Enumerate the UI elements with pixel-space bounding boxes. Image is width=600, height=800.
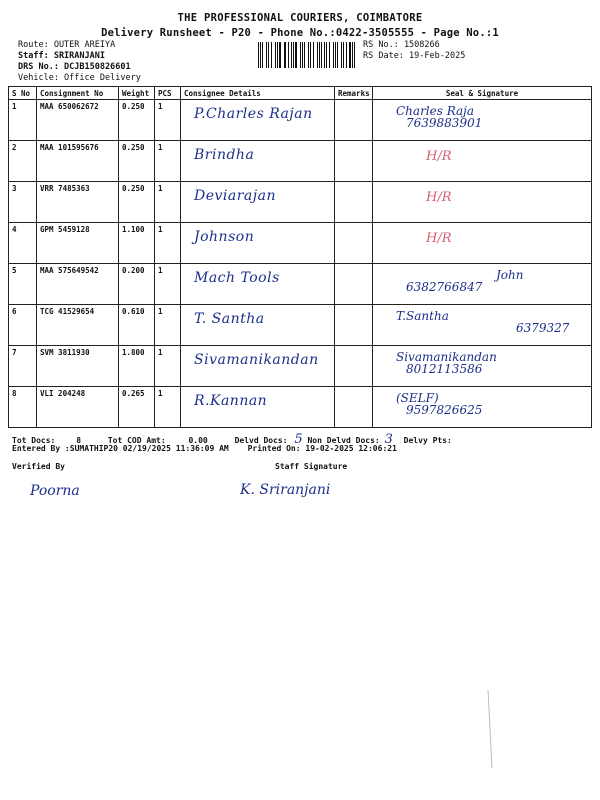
consignee-handwritten: Sivamanikandan xyxy=(194,352,319,368)
barcode-bar xyxy=(337,42,338,68)
staff-signature: K. Sriranjani xyxy=(240,482,331,498)
barcode-bar xyxy=(310,42,311,68)
consignment-cell: TCG 41529654 xyxy=(37,305,119,346)
sno-cell: 3 xyxy=(9,182,37,223)
non-delvd-label: Non Delvd Docs: xyxy=(307,436,380,445)
barcode-bar xyxy=(279,42,280,68)
consignment-cell: MAA 101595676 xyxy=(37,141,119,182)
table-header-row xyxy=(9,87,592,100)
signature-handwritten: John xyxy=(496,268,524,282)
stray-mark xyxy=(480,690,500,770)
sno-cell: 8 xyxy=(9,387,37,428)
barcode-bar xyxy=(275,42,276,68)
remarks-cell xyxy=(335,305,373,346)
consignee-cell xyxy=(181,100,335,141)
remarks-cell xyxy=(335,141,373,182)
meta-right xyxy=(363,40,465,62)
consignment-cell: MAA 575649542 xyxy=(37,264,119,305)
weight-cell: 0.610 xyxy=(119,305,155,346)
barcode-image xyxy=(258,42,358,68)
sno-cell: 4 xyxy=(9,223,37,264)
col-weight: Weight xyxy=(119,87,155,100)
consignment-cell: SVM 3811930 xyxy=(37,346,119,387)
entered-by: Entered By :SUMATHIP20 02/19/2025 11:36:09 AM xyxy=(12,444,229,453)
rs-no-text: RS No.: 1508266 xyxy=(363,40,440,50)
seal-signature-cell xyxy=(373,305,592,346)
consignee-cell xyxy=(181,346,335,387)
meta-left xyxy=(18,40,141,84)
consignee-handwritten: R.Kannan xyxy=(194,393,268,409)
remarks-cell xyxy=(335,100,373,141)
barcode-bar xyxy=(349,42,350,68)
tot-cod-value: 0.00 xyxy=(188,436,208,445)
signature-handwritten: Sivamanikandan xyxy=(396,350,497,364)
consignee-handwritten: P.Charles Rajan xyxy=(194,106,313,122)
table-row xyxy=(9,305,592,346)
consignment-cell: VLI 204248 xyxy=(37,387,119,428)
staff-text: Staff: SRIRANJANI xyxy=(18,51,105,61)
consignee-cell xyxy=(181,264,335,305)
consignment-cell: VRR 7485363 xyxy=(37,182,119,223)
phone-handwritten: 8012113586 xyxy=(406,362,483,376)
non-delvd-value: 3 xyxy=(384,432,393,447)
signature-handwritten: T.Santha xyxy=(396,309,449,323)
seal-signature-cell xyxy=(373,100,592,141)
vehicle-text: Vehicle: Office Delivery xyxy=(18,73,141,83)
barcode-bar xyxy=(329,42,330,68)
col-consignee: Consignee Details xyxy=(181,87,335,100)
entered-line xyxy=(12,444,397,453)
hr-mark: H/R xyxy=(426,231,452,246)
barcode-bar xyxy=(317,42,318,68)
phone-handwritten: 6382766847 xyxy=(406,280,483,294)
pcs-cell: 1 xyxy=(155,141,181,182)
tot-cod-label: Tot COD Amt: xyxy=(107,436,166,445)
table-row xyxy=(9,346,592,387)
barcode-bar xyxy=(354,42,355,68)
seal-signature-cell xyxy=(373,264,592,305)
tot-docs-value: 8 xyxy=(76,436,82,445)
barcode-bar xyxy=(288,42,289,68)
remarks-cell xyxy=(335,264,373,305)
route-text: Route: OUTER AREIYA xyxy=(18,40,116,50)
table-row xyxy=(9,387,592,428)
company-title: THE PROFESSIONAL COURIERS, COIMBATORE xyxy=(177,12,423,24)
col-consignment: Consignment No xyxy=(37,87,119,100)
consignee-cell xyxy=(181,223,335,264)
verified-signature: Poorna xyxy=(30,483,80,499)
col-sno: S No xyxy=(9,87,37,100)
delvd-value: 5 xyxy=(294,432,303,447)
hr-mark: H/R xyxy=(426,190,452,205)
consignee-cell xyxy=(181,141,335,182)
weight-cell: 0.250 xyxy=(119,182,155,223)
barcode-bar xyxy=(341,42,342,68)
tot-docs-label: Tot Docs: xyxy=(12,436,56,445)
pcs-cell: 1 xyxy=(155,264,181,305)
runsheet-subtitle: Delivery Runsheet - P20 - Phone No.:0422-3505555 - Page No.:1 xyxy=(101,27,499,39)
table-row xyxy=(9,182,592,223)
seal-signature-cell xyxy=(373,223,592,264)
table-row xyxy=(9,264,592,305)
weight-cell: 1.800 xyxy=(119,346,155,387)
weight-cell: 0.200 xyxy=(119,264,155,305)
pcs-cell: 1 xyxy=(155,100,181,141)
table-row xyxy=(9,223,592,264)
seal-signature-cell xyxy=(373,182,592,223)
phone-handwritten: 7639883901 xyxy=(406,116,483,130)
rs-date-text: RS Date: 19-Feb-2025 xyxy=(363,51,466,61)
weight-cell: 1.100 xyxy=(119,223,155,264)
pcs-cell: 1 xyxy=(155,223,181,264)
signature-handwritten: Charles Raja xyxy=(396,104,475,118)
seal-signature-cell xyxy=(373,141,592,182)
col-remarks: Remarks xyxy=(335,87,373,100)
weight-cell: 0.265 xyxy=(119,387,155,428)
col-seal-signature: Seal & Signature xyxy=(373,87,592,100)
delvy-pts-label: Delvy Pts: xyxy=(403,436,452,445)
consignee-handwritten: Mach Tools xyxy=(194,270,280,286)
barcode-bar xyxy=(258,42,259,68)
pcs-cell: 1 xyxy=(155,182,181,223)
barcode-bar xyxy=(271,42,272,68)
remarks-cell xyxy=(335,182,373,223)
phone-handwritten: 6379327 xyxy=(516,321,570,335)
barcode-bar xyxy=(324,42,325,68)
barcode-bar xyxy=(266,42,267,68)
consignee-cell xyxy=(181,182,335,223)
pcs-cell: 1 xyxy=(155,346,181,387)
consignment-cell: GPM 5459128 xyxy=(37,223,119,264)
remarks-cell xyxy=(335,346,373,387)
sno-cell: 7 xyxy=(9,346,37,387)
hr-mark: H/R xyxy=(426,149,452,164)
weight-cell: 0.250 xyxy=(119,100,155,141)
consignee-cell xyxy=(181,305,335,346)
sno-cell: 1 xyxy=(9,100,37,141)
seal-signature-cell xyxy=(373,387,592,428)
table-row xyxy=(9,100,592,141)
consignee-handwritten: Johnson xyxy=(194,229,255,245)
consignee-handwritten: T. Santha xyxy=(194,311,265,327)
remarks-cell xyxy=(335,387,373,428)
drs-text: DRS No.: DCJB150826601 xyxy=(18,62,131,72)
runsheet-table xyxy=(8,86,592,428)
consignment-cell: MAA 650062672 xyxy=(37,100,119,141)
table-row xyxy=(9,141,592,182)
phone-handwritten: 9597826625 xyxy=(406,403,483,417)
barcode-bar xyxy=(308,42,309,68)
pcs-cell: 1 xyxy=(155,305,181,346)
col-pcs: PCS xyxy=(155,87,181,100)
pcs-cell: 1 xyxy=(155,387,181,428)
printed-on: Printed On: 19-02-2025 12:06:21 xyxy=(247,444,397,453)
weight-cell: 0.250 xyxy=(119,141,155,182)
consignee-handwritten: Deviarajan xyxy=(194,188,276,204)
staff-signature-label: Staff Signature xyxy=(275,462,348,471)
delvd-label: Delvd Docs: xyxy=(234,436,288,445)
remarks-cell xyxy=(335,223,373,264)
sno-cell: 6 xyxy=(9,305,37,346)
sno-cell: 2 xyxy=(9,141,37,182)
verified-by-label: Verified By xyxy=(12,462,65,471)
sno-cell: 5 xyxy=(9,264,37,305)
consignee-handwritten: Brindha xyxy=(194,147,255,163)
signature-handwritten: (SELF) xyxy=(396,391,439,405)
consignee-cell xyxy=(181,387,335,428)
seal-signature-cell xyxy=(373,346,592,387)
barcode-bar xyxy=(300,42,301,68)
barcode-bar xyxy=(295,42,296,68)
